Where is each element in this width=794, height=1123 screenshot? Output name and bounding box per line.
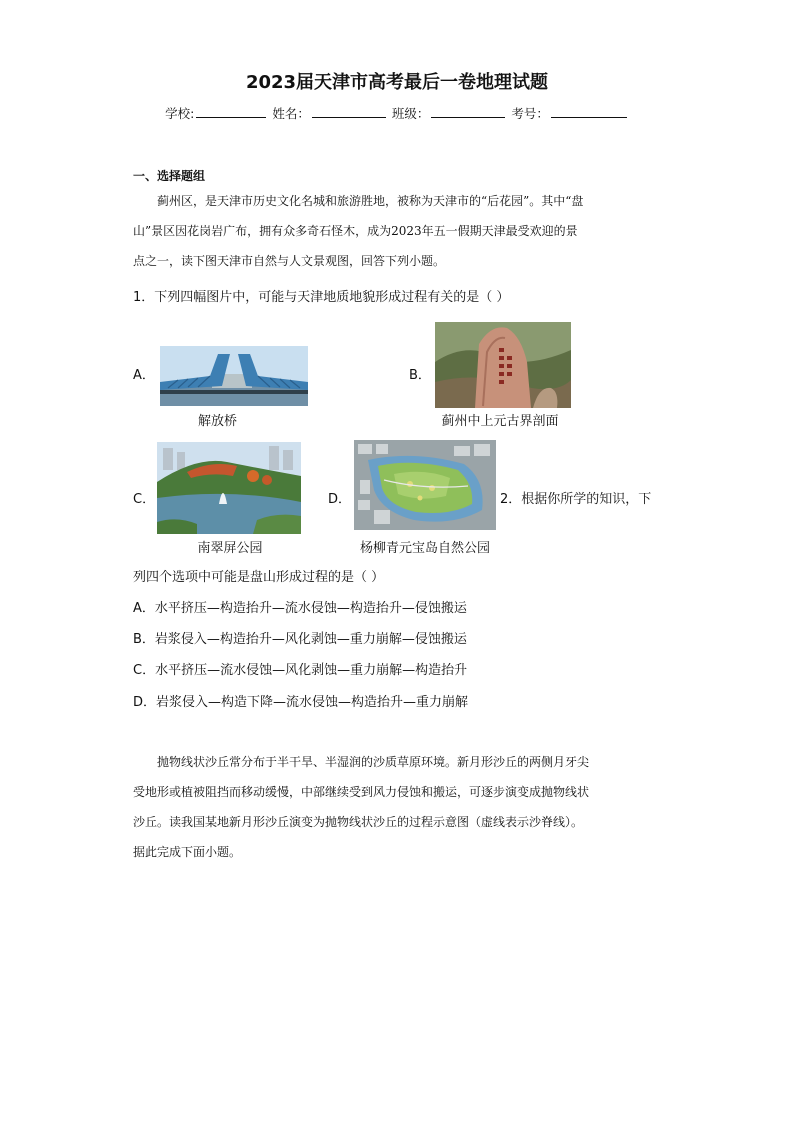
passage-2 — [133, 747, 661, 867]
passage-1-line: 蓟州区，是天津市历史文化名城和旅游胜地，被称为天津市的“后花园”。其中“盘 — [157, 194, 584, 208]
class-label: 班级： — [391, 106, 430, 121]
exam-number-label: 考号： — [511, 106, 549, 121]
passage-2-line: 沙丘。读我国某地新月形沙丘演变为抛物线状沙丘的过程示意图（虚线表示沙脊线）。 — [133, 815, 584, 829]
student-info-line — [0, 104, 794, 122]
passage-2-line: 据此完成下面小题。 — [133, 845, 242, 859]
option-d-letter[interactable]: D． — [328, 492, 352, 507]
option-a-caption: 解放桥 — [197, 414, 237, 429]
option-2a[interactable]: A．水平挤压—构造抬升—流水侵蚀—构造抬升—侵蚀搬运 — [133, 601, 467, 616]
option-a-letter[interactable]: A． — [133, 368, 155, 383]
passage-1-line: 山”景区因花岗岩广布，拥有众多奇石怪木，成为2023年五一假期天津最受欢迎的景 — [133, 224, 578, 238]
page-title: 2023届天津市高考最后一卷地理试题 — [245, 72, 549, 93]
option-b-caption: 蓟州中上元古界剖面 — [441, 414, 559, 429]
question-2-stem-part1: 2．根据你所学的知识，下 — [500, 492, 652, 507]
option-2c[interactable]: C．水平挤压—流水侵蚀—风化剥蚀—重力崩解—构造抬升 — [133, 663, 468, 678]
class-blank[interactable] — [431, 105, 505, 118]
exam-number-blank[interactable] — [551, 105, 627, 118]
question-2-stem-part2: 列四个选项中可能是盘山形成过程的是（ ） — [133, 570, 385, 585]
name-blank[interactable] — [312, 105, 386, 118]
option-d-caption: 杨柳青元宝岛自然公园 — [359, 541, 490, 556]
passage-1 — [133, 186, 661, 276]
option-2d[interactable]: D．岩浆侵入—构造下降—流水侵蚀—构造抬升—重力崩解 — [133, 695, 469, 710]
name-label: 姓名： — [272, 106, 310, 121]
option-c-caption: 南翠屏公园 — [197, 541, 263, 556]
passage-1-line: 点之一，读下图天津市自然与人文景观图，回答下列小题。 — [133, 254, 446, 268]
passage-2-line: 抛物线状沙丘常分布于半干旱、半湿润的沙质草原环境。新月形沙丘的两侧月牙尖 — [157, 755, 590, 769]
passage-2-line: 受地形或植被阻挡而移动缓慢，中部继续受到风力侵蚀和搬运，可逐步演变成抛物线状 — [133, 785, 590, 799]
island-park-aerial-photo — [354, 440, 496, 530]
question-1-stem: 1．下列四幅图片中，可能与天津地质地貌形成过程有关的是（ ） — [133, 290, 510, 305]
section-title: 一、选择题组 — [133, 169, 206, 183]
option-b-letter[interactable]: B． — [409, 368, 431, 383]
option-c-letter[interactable]: C． — [133, 492, 156, 507]
school-label: 学校: — [165, 106, 195, 121]
monument-rock-photo — [435, 322, 571, 408]
park-lake-photo — [157, 442, 301, 534]
bascule-bridge-photo — [160, 346, 308, 406]
option-2b[interactable]: B．岩浆侵入—构造抬升—风化剥蚀—重力崩解—侵蚀搬运 — [133, 632, 467, 647]
school-blank[interactable] — [196, 105, 266, 118]
